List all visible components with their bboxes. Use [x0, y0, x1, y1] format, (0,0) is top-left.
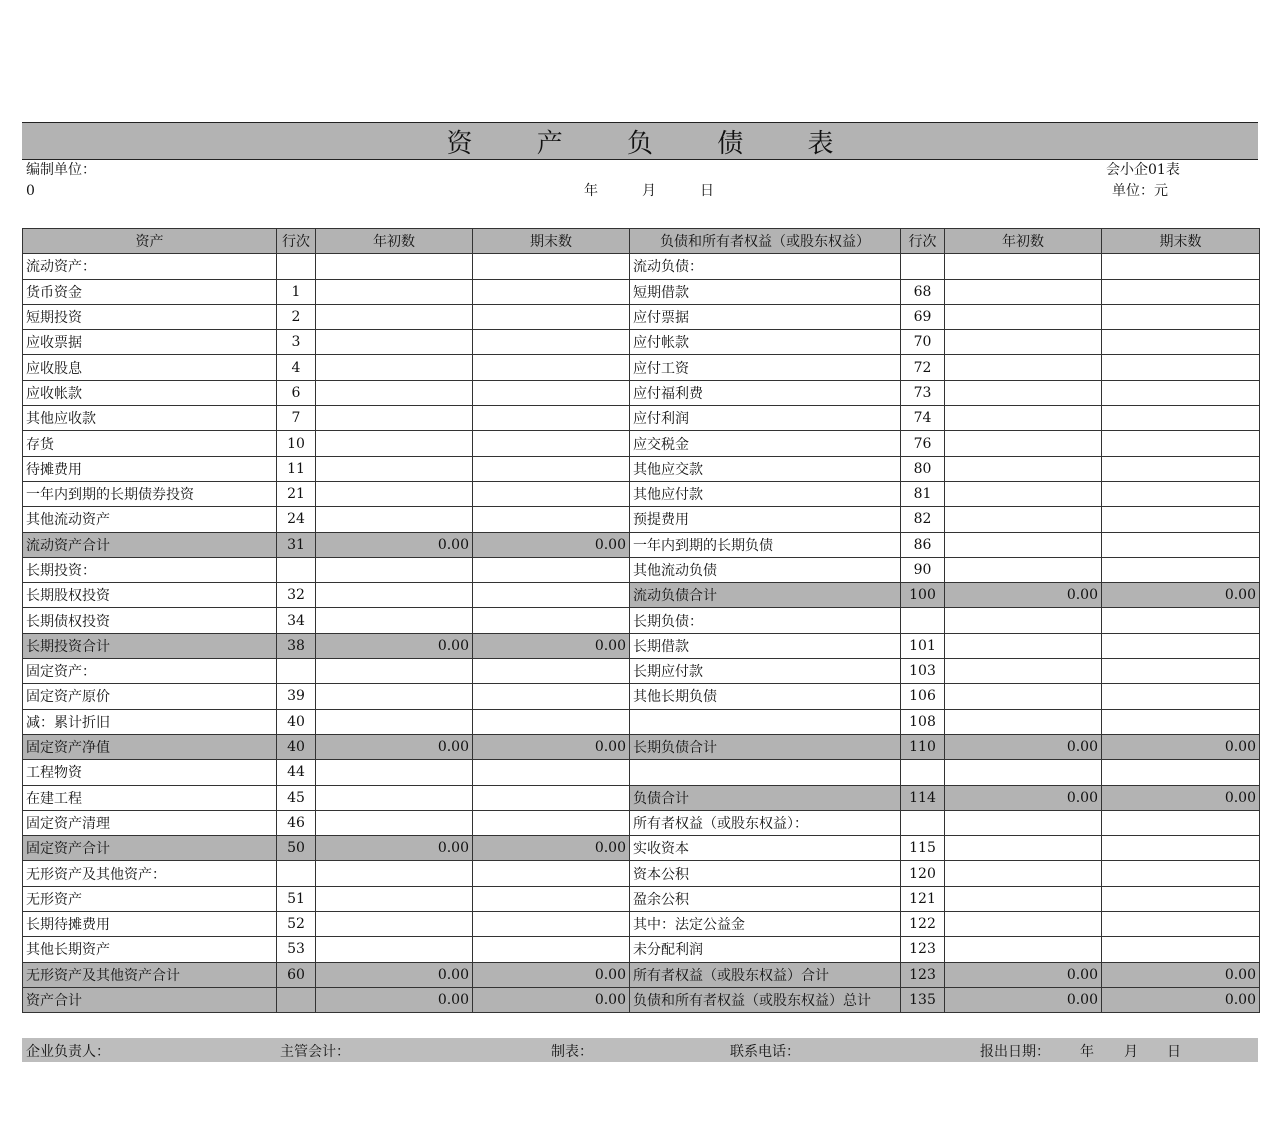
asset-line-no: 52: [277, 912, 316, 937]
asset-end-value: [473, 608, 630, 633]
liability-begin-value: [945, 633, 1102, 658]
asset-begin-value: [316, 760, 473, 785]
liability-item: 长期负债合计: [630, 734, 901, 759]
asset-begin-value: [316, 355, 473, 380]
asset-item: 应收帐款: [23, 380, 277, 405]
asset-line-no: [277, 254, 316, 279]
liability-end-value: [1102, 279, 1260, 304]
asset-end-value: [473, 810, 630, 835]
table-row: [23, 709, 1260, 734]
table-row: [23, 304, 1260, 329]
col-header-end: 期末数: [1102, 229, 1260, 254]
liability-begin-value: [945, 557, 1102, 582]
liability-end-value: [1102, 659, 1260, 684]
col-header-line: 行次: [277, 229, 316, 254]
asset-begin-value: [316, 380, 473, 405]
asset-begin-value: [316, 583, 473, 608]
asset-end-value: 0.00: [473, 734, 630, 759]
liability-begin-value: [945, 254, 1102, 279]
liability-line-no: 103: [901, 659, 945, 684]
asset-begin-value: [316, 431, 473, 456]
asset-end-value: [473, 254, 630, 279]
asset-begin-value: [316, 557, 473, 582]
col-header-line: 行次: [901, 229, 945, 254]
table-row: [23, 456, 1260, 481]
table-row: [23, 431, 1260, 456]
asset-line-no: 3: [277, 330, 316, 355]
liability-line-no: 121: [901, 886, 945, 911]
footer-accountant: 主管会计：: [280, 1044, 350, 1060]
liability-item: 应付帐款: [630, 330, 901, 355]
asset-item: 其他长期资产: [23, 937, 277, 962]
liability-item: 应付工资: [630, 355, 901, 380]
asset-begin-value: [316, 279, 473, 304]
asset-begin-value: 0.00: [316, 633, 473, 658]
table-row: [23, 608, 1260, 633]
asset-begin-value: [316, 254, 473, 279]
liability-begin-value: [945, 304, 1102, 329]
asset-end-value: 0.00: [473, 532, 630, 557]
asset-end-value: 0.00: [473, 633, 630, 658]
asset-item: 减：累计折旧: [23, 709, 277, 734]
table-row: [23, 962, 1260, 987]
report-title: 资 产 负 债 表: [446, 128, 862, 159]
asset-item: 流动资产合计: [23, 532, 277, 557]
liability-end-value: [1102, 456, 1260, 481]
liability-begin-value: [945, 380, 1102, 405]
asset-line-no: 34: [277, 608, 316, 633]
liability-end-value: [1102, 380, 1260, 405]
liability-item: 流动负债：: [630, 254, 901, 279]
asset-begin-value: 0.00: [316, 962, 473, 987]
asset-end-value: [473, 406, 630, 431]
liability-begin-value: [945, 684, 1102, 709]
liability-line-no: 81: [901, 481, 945, 506]
liability-end-value: [1102, 760, 1260, 785]
asset-item: 长期投资：: [23, 557, 277, 582]
footer-day: 日: [1167, 1044, 1181, 1060]
asset-line-no: 2: [277, 304, 316, 329]
asset-begin-value: [316, 684, 473, 709]
liability-line-no: 120: [901, 861, 945, 886]
liability-end-value: [1102, 406, 1260, 431]
balance-sheet-table: [22, 228, 1260, 1013]
liability-end-value: 0.00: [1102, 734, 1260, 759]
liability-line-no: 108: [901, 709, 945, 734]
asset-item: 长期待摊费用: [23, 912, 277, 937]
liability-item: 预提费用: [630, 507, 901, 532]
liability-line-no: 135: [901, 987, 945, 1012]
liability-begin-value: 0.00: [945, 583, 1102, 608]
signature-footer: [22, 1038, 1258, 1062]
col-header-begin: 年初数: [316, 229, 473, 254]
liability-end-value: 0.00: [1102, 962, 1260, 987]
table-row: [23, 355, 1260, 380]
asset-line-no: 6: [277, 380, 316, 405]
table-row: [23, 937, 1260, 962]
date-month: 月: [642, 183, 656, 199]
asset-line-no: 53: [277, 937, 316, 962]
liability-end-value: [1102, 507, 1260, 532]
liability-begin-value: 0.00: [945, 785, 1102, 810]
table-row: [23, 684, 1260, 709]
liability-begin-value: [945, 406, 1102, 431]
liability-begin-value: [945, 330, 1102, 355]
liability-end-value: [1102, 532, 1260, 557]
liability-item: 其他长期负债: [630, 684, 901, 709]
liability-line-no: 86: [901, 532, 945, 557]
asset-item: 固定资产清理: [23, 810, 277, 835]
asset-line-no: 40: [277, 734, 316, 759]
liability-begin-value: 0.00: [945, 734, 1102, 759]
table-row: [23, 734, 1260, 759]
asset-line-no: [277, 861, 316, 886]
liability-line-no: 100: [901, 583, 945, 608]
asset-line-no: 51: [277, 886, 316, 911]
asset-line-no: 1: [277, 279, 316, 304]
liability-begin-value: [945, 481, 1102, 506]
asset-line-no: 46: [277, 810, 316, 835]
liability-end-value: [1102, 481, 1260, 506]
asset-item: 固定资产原价: [23, 684, 277, 709]
liability-item: 流动负债合计: [630, 583, 901, 608]
date-year: 年: [584, 183, 598, 199]
asset-end-value: [473, 659, 630, 684]
asset-end-value: [473, 912, 630, 937]
liability-line-no: 123: [901, 962, 945, 987]
col-header-begin: 年初数: [945, 229, 1102, 254]
col-header-assets: 资产: [23, 229, 277, 254]
asset-begin-value: [316, 608, 473, 633]
table-row: [23, 861, 1260, 886]
asset-item: 在建工程: [23, 785, 277, 810]
asset-end-value: [473, 557, 630, 582]
table-row: [23, 912, 1260, 937]
liability-end-value: [1102, 330, 1260, 355]
asset-item: 其他应收款: [23, 406, 277, 431]
liability-line-no: 70: [901, 330, 945, 355]
table-row: [23, 406, 1260, 431]
liability-line-no: [901, 608, 945, 633]
asset-begin-value: 0.00: [316, 734, 473, 759]
asset-line-no: 40: [277, 709, 316, 734]
liability-line-no: 106: [901, 684, 945, 709]
asset-item: 长期债权投资: [23, 608, 277, 633]
asset-begin-value: [316, 330, 473, 355]
liability-begin-value: [945, 431, 1102, 456]
liability-end-value: [1102, 836, 1260, 861]
liability-line-no: 110: [901, 734, 945, 759]
asset-end-value: [473, 861, 630, 886]
liability-item: 短期借款: [630, 279, 901, 304]
asset-line-no: 39: [277, 684, 316, 709]
asset-item: 短期投资: [23, 304, 277, 329]
liability-item: 负债合计: [630, 785, 901, 810]
liability-item: 长期借款: [630, 633, 901, 658]
liability-line-no: 101: [901, 633, 945, 658]
asset-begin-value: 0.00: [316, 836, 473, 861]
liability-end-value: [1102, 684, 1260, 709]
asset-item: 待摊费用: [23, 456, 277, 481]
table-row: [23, 633, 1260, 658]
asset-line-no: 21: [277, 481, 316, 506]
asset-end-value: [473, 684, 630, 709]
liability-item: 长期负债：: [630, 608, 901, 633]
liability-end-value: [1102, 937, 1260, 962]
liability-begin-value: 0.00: [945, 962, 1102, 987]
liability-end-value: [1102, 431, 1260, 456]
liability-begin-value: [945, 608, 1102, 633]
liability-begin-value: [945, 659, 1102, 684]
liability-begin-value: [945, 507, 1102, 532]
asset-begin-value: [316, 406, 473, 431]
liability-end-value: 0.00: [1102, 785, 1260, 810]
asset-line-no: 60: [277, 962, 316, 987]
footer-month: 月: [1124, 1044, 1138, 1060]
asset-line-no: [277, 659, 316, 684]
liability-line-no: [901, 810, 945, 835]
asset-item: 长期股权投资: [23, 583, 277, 608]
asset-item: 存货: [23, 431, 277, 456]
liability-begin-value: [945, 709, 1102, 734]
asset-item: 流动资产：: [23, 254, 277, 279]
liability-end-value: [1102, 709, 1260, 734]
liability-item: [630, 760, 901, 785]
asset-begin-value: [316, 912, 473, 937]
table-row: [23, 507, 1260, 532]
liability-begin-value: 0.00: [945, 987, 1102, 1012]
liability-item: 未分配利润: [630, 937, 901, 962]
asset-end-value: [473, 431, 630, 456]
asset-end-value: [473, 709, 630, 734]
liability-begin-value: [945, 912, 1102, 937]
liability-line-no: 82: [901, 507, 945, 532]
table-row: [23, 557, 1260, 582]
asset-line-no: 31: [277, 532, 316, 557]
asset-line-no: 4: [277, 355, 316, 380]
col-header-end: 期末数: [473, 229, 630, 254]
liability-end-value: [1102, 810, 1260, 835]
col-header-liabilities: 负债和所有者权益（或股东权益）: [630, 229, 901, 254]
liability-end-value: [1102, 886, 1260, 911]
asset-end-value: [473, 330, 630, 355]
asset-line-no: 32: [277, 583, 316, 608]
asset-item: 长期投资合计: [23, 633, 277, 658]
liability-begin-value: [945, 836, 1102, 861]
asset-item: 固定资产净值: [23, 734, 277, 759]
liability-item: 负债和所有者权益（或股东权益）总计: [630, 987, 901, 1012]
asset-line-no: 50: [277, 836, 316, 861]
liability-end-value: [1102, 608, 1260, 633]
asset-item: 无形资产: [23, 886, 277, 911]
liability-begin-value: [945, 886, 1102, 911]
asset-begin-value: [316, 456, 473, 481]
date-day: 日: [700, 183, 714, 199]
asset-begin-value: 0.00: [316, 987, 473, 1012]
asset-line-no: 45: [277, 785, 316, 810]
footer-year: 年: [1080, 1044, 1094, 1060]
asset-begin-value: [316, 709, 473, 734]
liability-line-no: 69: [901, 304, 945, 329]
asset-item: 货币资金: [23, 279, 277, 304]
unit-value: 0: [26, 183, 35, 199]
asset-begin-value: [316, 861, 473, 886]
asset-line-no: 44: [277, 760, 316, 785]
liability-line-no: [901, 760, 945, 785]
liability-item: 实收资本: [630, 836, 901, 861]
liability-item: 其中：法定公益金: [630, 912, 901, 937]
asset-end-value: [473, 456, 630, 481]
asset-end-value: [473, 355, 630, 380]
liability-item: 应付票据: [630, 304, 901, 329]
asset-item: 应收票据: [23, 330, 277, 355]
liability-line-no: 74: [901, 406, 945, 431]
asset-end-value: [473, 507, 630, 532]
asset-line-no: 24: [277, 507, 316, 532]
footer-phone: 联系电话：: [730, 1044, 800, 1060]
liability-begin-value: [945, 861, 1102, 886]
table-row: [23, 380, 1260, 405]
table-row: [23, 481, 1260, 506]
table-row: [23, 987, 1260, 1012]
asset-item: 其他流动资产: [23, 507, 277, 532]
table-row: [23, 810, 1260, 835]
asset-item: 一年内到期的长期债券投资: [23, 481, 277, 506]
liability-item: 其他流动负债: [630, 557, 901, 582]
footer-report-date: 报出日期：: [980, 1044, 1050, 1060]
asset-line-no: 38: [277, 633, 316, 658]
asset-item: 无形资产及其他资产：: [23, 861, 277, 886]
liability-begin-value: [945, 810, 1102, 835]
table-row: [23, 760, 1260, 785]
liability-end-value: [1102, 861, 1260, 886]
liability-begin-value: [945, 279, 1102, 304]
liability-line-no: [901, 254, 945, 279]
asset-end-value: [473, 583, 630, 608]
asset-begin-value: [316, 304, 473, 329]
liability-line-no: 122: [901, 912, 945, 937]
liability-line-no: 72: [901, 355, 945, 380]
liability-begin-value: [945, 355, 1102, 380]
liability-begin-value: [945, 937, 1102, 962]
asset-begin-value: [316, 886, 473, 911]
asset-end-value: [473, 481, 630, 506]
liability-line-no: 80: [901, 456, 945, 481]
asset-begin-value: [316, 507, 473, 532]
liability-item: 应交税金: [630, 431, 901, 456]
form-code: 会小企01表: [1106, 162, 1180, 178]
liability-line-no: 73: [901, 380, 945, 405]
footer-head: 企业负责人：: [26, 1044, 110, 1060]
table-row: [23, 785, 1260, 810]
liability-item: 应付利润: [630, 406, 901, 431]
table-row: [23, 532, 1260, 557]
liability-end-value: [1102, 304, 1260, 329]
asset-end-value: [473, 785, 630, 810]
liability-end-value: [1102, 912, 1260, 937]
liability-line-no: 123: [901, 937, 945, 962]
asset-end-value: 0.00: [473, 962, 630, 987]
asset-begin-value: [316, 785, 473, 810]
asset-begin-value: [316, 937, 473, 962]
table-row: [23, 836, 1260, 861]
liability-end-value: [1102, 633, 1260, 658]
liability-item: 长期应付款: [630, 659, 901, 684]
table-row: [23, 659, 1260, 684]
liability-item: 资本公积: [630, 861, 901, 886]
table-row: [23, 330, 1260, 355]
table-row: [23, 583, 1260, 608]
liability-line-no: 90: [901, 557, 945, 582]
asset-line-no: 7: [277, 406, 316, 431]
liability-item: 所有者权益（或股东权益）合计: [630, 962, 901, 987]
liability-line-no: 68: [901, 279, 945, 304]
asset-line-no: 10: [277, 431, 316, 456]
liability-begin-value: [945, 456, 1102, 481]
table-header-row: [23, 229, 1260, 254]
asset-end-value: [473, 760, 630, 785]
asset-line-no: 11: [277, 456, 316, 481]
asset-item: 资产合计: [23, 987, 277, 1012]
asset-end-value: [473, 937, 630, 962]
asset-item: 应收股息: [23, 355, 277, 380]
asset-begin-value: [316, 481, 473, 506]
liability-item: 一年内到期的长期负债: [630, 532, 901, 557]
liability-item: 盈余公积: [630, 886, 901, 911]
liability-end-value: [1102, 355, 1260, 380]
liability-line-no: 76: [901, 431, 945, 456]
table-row: [23, 886, 1260, 911]
liability-line-no: 115: [901, 836, 945, 861]
footer-preparer: 制表：: [551, 1044, 593, 1060]
liability-end-value: 0.00: [1102, 583, 1260, 608]
asset-begin-value: [316, 810, 473, 835]
liability-begin-value: [945, 760, 1102, 785]
liability-end-value: [1102, 557, 1260, 582]
liability-item: 应付福利费: [630, 380, 901, 405]
asset-begin-value: 0.00: [316, 532, 473, 557]
liability-begin-value: [945, 532, 1102, 557]
currency-unit: 单位：元: [1112, 183, 1168, 199]
table-row: [23, 279, 1260, 304]
asset-item: 固定资产合计: [23, 836, 277, 861]
report-title-bar: [22, 122, 1258, 160]
asset-line-no: [277, 557, 316, 582]
liability-item: 其他应交款: [630, 456, 901, 481]
liability-item: 其他应付款: [630, 481, 901, 506]
asset-line-no: [277, 987, 316, 1012]
asset-item: 固定资产：: [23, 659, 277, 684]
asset-end-value: [473, 886, 630, 911]
asset-end-value: [473, 279, 630, 304]
liability-item: [630, 709, 901, 734]
liability-end-value: [1102, 254, 1260, 279]
asset-end-value: [473, 380, 630, 405]
asset-item: 无形资产及其他资产合计: [23, 962, 277, 987]
table-row: [23, 254, 1260, 279]
liability-line-no: 114: [901, 785, 945, 810]
liability-end-value: 0.00: [1102, 987, 1260, 1012]
asset-begin-value: [316, 659, 473, 684]
asset-end-value: [473, 304, 630, 329]
asset-end-value: 0.00: [473, 836, 630, 861]
liability-item: 所有者权益（或股东权益）：: [630, 810, 901, 835]
asset-end-value: 0.00: [473, 987, 630, 1012]
asset-item: 工程物资: [23, 760, 277, 785]
unit-label: 编制单位：: [26, 162, 96, 178]
